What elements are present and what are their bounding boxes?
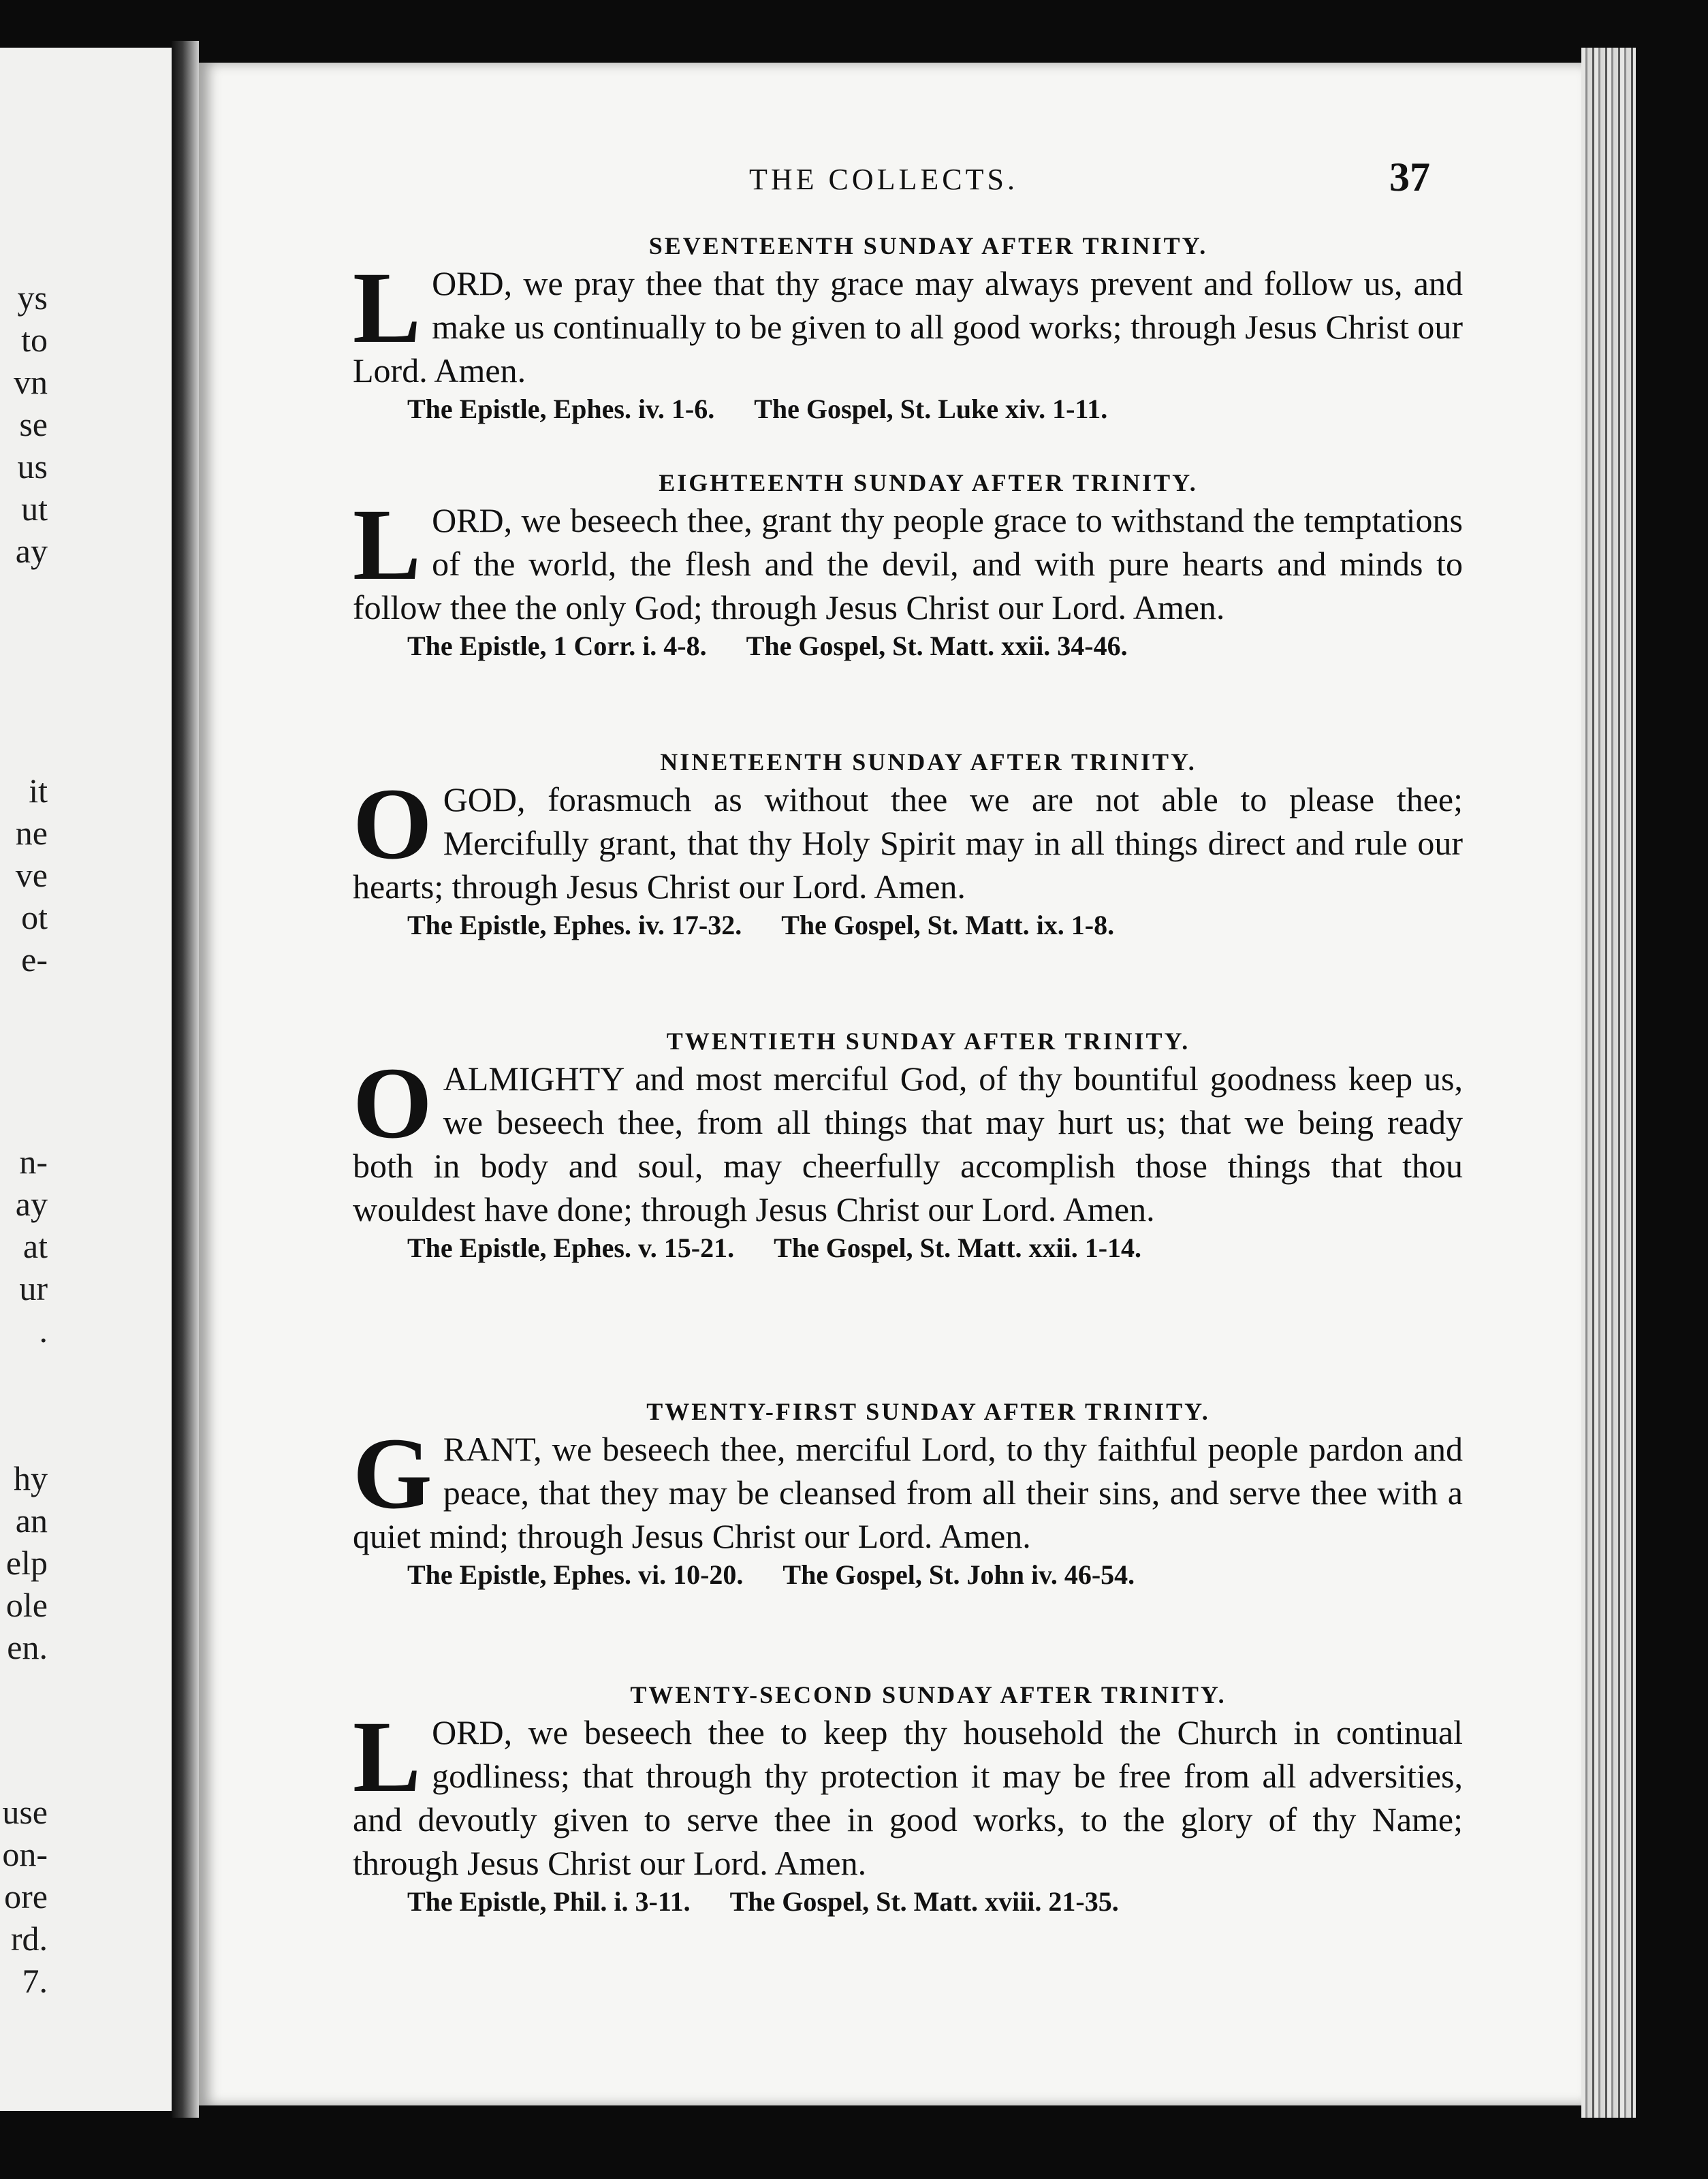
collect-heading: EIGHTEENTH SUNDAY AFTER TRINITY. <box>659 469 1198 496</box>
collect-text <box>353 1417 1463 1558</box>
book-gutter <box>172 41 199 2118</box>
epistle-reference: The Epistle, Ephes. v. 15-21. <box>407 1232 735 1263</box>
readings <box>407 1558 1463 1592</box>
drop-cap: O <box>353 767 432 880</box>
collect-text <box>353 1047 1463 1231</box>
gospel-reference: The Gospel, St. Matt. xxii. 34-46. <box>746 631 1128 661</box>
drop-cap: L <box>353 251 422 364</box>
fragment-line: en. <box>7 1628 48 1666</box>
fragment-line: e- <box>21 940 48 979</box>
gospel-reference: The Gospel, St. John iv. 46-54. <box>782 1559 1135 1590</box>
facing-page-fragment-group <box>0 276 48 572</box>
gospel-reference: The Gospel, St. Matt. ix. 1-8. <box>781 910 1115 940</box>
fragment-line: to <box>21 321 48 359</box>
collect-text <box>353 767 1463 908</box>
collect-section <box>353 230 1463 426</box>
fragment-line: ve <box>15 856 48 894</box>
page-number: 37 <box>1389 155 1430 200</box>
fragment-line: at <box>22 1227 48 1265</box>
drop-cap: L <box>353 488 422 601</box>
readings <box>407 908 1463 942</box>
epistle-reference: The Epistle, Phil. i. 3-11. <box>407 1886 691 1917</box>
collect-section <box>353 1025 1463 1265</box>
collect-prayer: ORD, we beseech thee, grant thy people grace to withstand the temptations of the world, the flesh and the devil, and with pure hearts and minds to follow thee the only God; through Jesus Christ our Lord. Amen. <box>353 501 1463 626</box>
fragment-line: se <box>19 405 48 443</box>
collect-section <box>353 467 1463 663</box>
readings <box>407 629 1463 663</box>
fragment-line: ut <box>21 490 48 528</box>
collect-prayer: RANT, we beseech thee, merciful Lord, to thy faithful people pardon and peace, that they may be cleansed from all their sins, and serve thee with a quiet mind; through Jesus Christ our Lord. Amen. <box>353 1430 1463 1555</box>
facing-page-fragment-group <box>0 1457 48 1668</box>
fragment-line: us <box>17 447 48 486</box>
readings <box>407 1885 1463 1919</box>
collect-section <box>353 1679 1463 1919</box>
fragment-line: hy <box>14 1459 48 1497</box>
fragment-line: elp <box>5 1544 48 1582</box>
collect-heading: NINETEENTH SUNDAY AFTER TRINITY. <box>660 748 1197 776</box>
collect-section <box>353 746 1463 942</box>
epistle-reference: The Epistle, Ephes. vi. 10-20. <box>407 1559 744 1590</box>
gospel-reference: The Gospel, St. Luke xiv. 1-11. <box>754 394 1108 424</box>
fragment-line: ore <box>4 1877 48 1915</box>
collect-prayer: ORD, we beseech thee to keep thy household the Church in continual godliness; that through thy protection it may be free from all adversities, and devoutly given to serve thee in good works, to the glory of thy Name; through Jesus Christ our Lord. Amen. <box>353 1713 1463 1882</box>
epistle-reference: The Epistle, 1 Corr. i. 4-8. <box>407 631 707 661</box>
facing-page-fragment-group <box>0 769 48 981</box>
collect-prayer: ALMIGHTY and most merciful God, of thy bountiful goodness keep us, we beseech thee, from all things that may hurt us; that we being ready both in body and soul, may cheerfully accomplish those things that thou wouldest have done; through Jesus Christ our Lord. Amen. <box>353 1060 1463 1228</box>
fragment-line: ay <box>15 532 48 570</box>
collect-section <box>353 1396 1463 1592</box>
gospel-reference: The Gospel, St. Matt. xxii. 1-14. <box>774 1232 1142 1263</box>
fragment-line: n- <box>19 1143 48 1181</box>
drop-cap: O <box>353 1047 432 1160</box>
fragment-line: ot <box>21 898 48 936</box>
epistle-reference: The Epistle, Ephes. iv. 1-6. <box>407 394 715 424</box>
collect-heading: TWENTIETH SUNDAY AFTER TRINITY. <box>666 1028 1190 1055</box>
readings <box>407 392 1463 426</box>
epistle-reference: The Epistle, Ephes. iv. 17-32. <box>407 910 742 940</box>
collect-prayer: GOD, forasmuch as without thee we are not able to please thee; Mercifully grant, that thy Holy Spirit may in all things direct and rule our hearts; through Jesus Christ our Lord. Amen. <box>353 780 1463 906</box>
collect-heading: TWENTY-FIRST SUNDAY AFTER TRINITY. <box>646 1398 1210 1425</box>
facing-page-fragment-group <box>0 1791 48 2002</box>
running-head <box>409 155 1430 203</box>
collect-text <box>353 251 1463 392</box>
fragment-line: ur <box>19 1269 48 1307</box>
fragment-line: . <box>39 1311 48 1350</box>
fragment-line: rd. <box>10 1920 48 1958</box>
gospel-reference: The Gospel, St. Matt. xviii. 21-35. <box>729 1886 1119 1917</box>
collect-heading: SEVENTEENTH SUNDAY AFTER TRINITY. <box>648 232 1208 259</box>
fragment-line: ys <box>17 279 48 317</box>
facing-page <box>0 48 178 2111</box>
page-edges <box>1581 48 1636 2118</box>
fragment-line: ne <box>15 814 48 852</box>
fragment-line: 7. <box>22 1962 48 2000</box>
readings <box>407 1231 1463 1265</box>
fragment-line: ay <box>15 1185 48 1223</box>
fragment-line: an <box>15 1501 48 1540</box>
drop-cap: G <box>353 1417 432 1530</box>
collect-text <box>353 488 1463 629</box>
fragment-line: ole <box>5 1586 48 1624</box>
running-title: THE COLLECTS. <box>749 163 1018 196</box>
fragment-line: on- <box>2 1835 48 1873</box>
fragment-line: vn <box>14 363 48 401</box>
fragment-line: it <box>29 772 48 810</box>
drop-cap: L <box>353 1700 422 1813</box>
collect-prayer: ORD, we pray thee that thy grace may always prevent and follow us, and make us continually to be given to all good works; through Jesus Christ our Lord. Amen. <box>353 264 1463 389</box>
fragment-line: use <box>2 1793 48 1831</box>
collect-heading: TWENTY-SECOND SUNDAY AFTER TRINITY. <box>630 1681 1227 1708</box>
collect-text <box>353 1700 1463 1885</box>
facing-page-fragment-group <box>0 1141 48 1352</box>
